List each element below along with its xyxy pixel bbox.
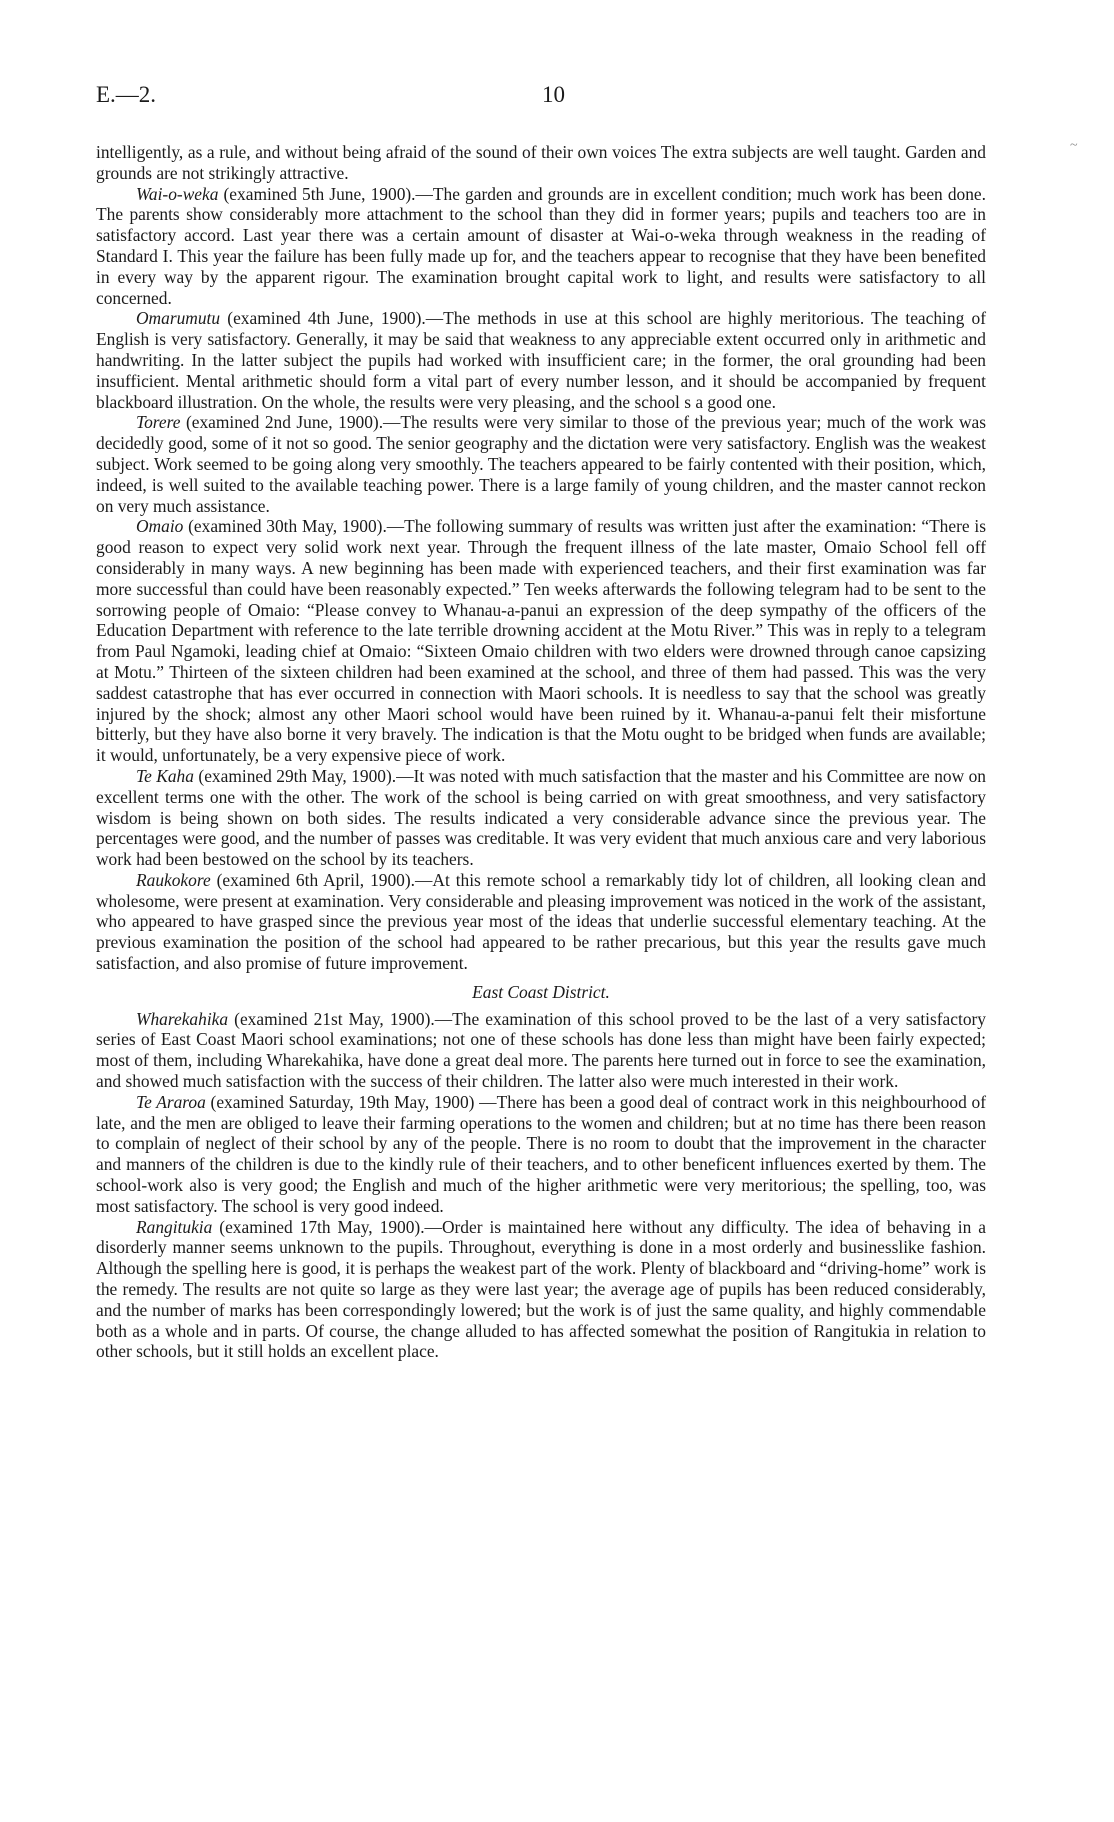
paragraph: intelligently, as a rule, and without being afraid of the sound of their own voices The extra subjects are well taught. Garden and grounds are not strikingly attractive. [96, 142, 986, 183]
page-header [96, 82, 1011, 112]
section-heading: East Coast District. [472, 981, 610, 1002]
school-name: Wai-o-weka [136, 183, 219, 204]
page-number: 10 [542, 82, 565, 107]
paragraph: Wharekahika (examined 21st May, 1900).—The examination of this school proved to be the last of a very satisfactory series of East Coast Maori school examinations; not one of these schools has done less than might have been fairly expected; most of them, including Wharekahika, have done a great deal more. The parents here turned out in force to see the examination, and showed much satisfaction with the success of their children. The latter also were much interested in their work. [96, 1008, 986, 1092]
paragraph: Omaio (examined 30th May, 1900).—The following summary of results was written just after the examination: “There is good reason to expect very solid work next year. Through the frequent illness of the late master, Omaio School fell off considerably in many ways. A new beginning has been made with experienced teachers, and their first examination was far more successful than could have been reasonably expected.” Ten weeks afterwards the following telegram had to be sent to the sorrowing people of Omaio: “Please convey to Whanau-a-panui an expression of the deep sympathy of the officers of the Education Department with reference to the late terrible drowning accident at the Motu River.” This was in reply to a telegram from Paul Ngamoki, leading chief at Omaio: “Sixteen Omaio children with two elders were drowned through canoe capsizing at Motu.” Thirteen of the sixteen children had been examined at the school, and three of them had passed. This was the very saddest catastrophe that has ever occurred in connection with Maori schools. It is needless to say that the school was greatly injured by the shock; almost any other Maori school would have been ruined by it. Whanau-a-panui felt their misfortune bitterly, but they have also borne it very bravely. The indication is that the Motu ought to be bridged when funds are available; it would, unfortunately, be a very expensive piece of work. [96, 516, 986, 766]
school-name: Te Kaha [136, 765, 194, 786]
paragraph: Te Kaha (examined 29th May, 1900).—It was noted with much satisfaction that the master and his Committee are now on excellent terms one with the other. The work of the school is being carried on with great smoothness, and very satisfactory wisdom is being shown on both sides. The results indicated a very considerable advance since the previous year. The percentages were good, and the number of passes was creditable. It was very evident that much anxious care and very laborious work had been bestowed on the school by its teachers. [96, 765, 987, 870]
paragraph: Te Araroa (examined Saturday, 19th May, 1900) —There has been a good deal of contract work in this neighbourhood of late, and the men are obliged to leave their farming operations to the women and children; but at no time has there been reason to complain of neglect of their school by any of the people. There is no room to doubt that the improvement in the character and manners of the children is due to the kindly rule of their teachers, and to other beneficent influences exerted by them. The school-work also is very good; the English and much of the higher arithmetic were very meritorious; the spelling, too, was most satisfactory. The school is very good indeed. [96, 1091, 986, 1216]
school-name: Wharekahika [136, 1008, 229, 1029]
paragraph: Rangitukia (examined 17th May, 1900).—Order is maintained here without any difficulty. The idea of behaving in a disorderly manner seems unknown to the pupils. Throughout, everything is done in a most orderly and businesslike fashion. Although the spelling here is good, it is perhaps the weakest part of the work. Plenty of blackboard and “driving-home” work is the remedy. The results are not quite so large as they were last year; the average age of pupils has been reduced considerably, and the number of marks has been correspondingly lowered; but the work is of just the same quality, and highly commendable both as a whole and in parts. Of course, the change alluded to has affected somewhat the position of Rangitukia in relation to other schools, but it still holds an excellent place. [96, 1216, 986, 1362]
paragraph: Omarumutu (examined 4th June, 1900).—The methods in use at this school are highly meritorious. The teaching of English is very satisfactory. Generally, it may be said that weakness to any appreciable extent occurred only in arithmetic and handwriting. In the latter subject the pupils had worked with insufficient care; in the former, the oral grounding had been insufficient. Mental arithmetic should form a vital part of every number lesson, and it should be accompanied by frequent blackboard illustration. On the whole, the results were very pleasing, and the school s a good one. [96, 308, 986, 412]
page-body [96, 142, 986, 1362]
school-name: Raukokore [136, 869, 211, 890]
school-name: Te Araroa [136, 1091, 206, 1112]
school-name: Omaio [136, 516, 184, 537]
paragraph: Wai-o-weka (examined 5th June, 1900).—The garden and grounds are in excellent condition; much work has been done. The parents show considerably more attachment to the school than they did in former years; pupils and teachers too are in satisfactory accord. Last year there was a certain amount of disaster at Wai-o-weka through weakness in the reading of Standard I. This year the failure has been fully made up for, and the teachers appear to recognise that they have been benefited in every way by the apparent rigour. The examination brought capital work to light, and results were satisfactory to all concerned. [96, 183, 986, 308]
document-code: E.—2. [96, 82, 157, 107]
school-name: Torere [136, 412, 181, 433]
paragraph: Raukokore (examined 6th April, 1900).—At this remote school a remarkably tidy lot of children, all looking clean and wholesome, were present at examination. Very considerable and pleasing improvement was noticed in the work of the assistant, who appeared to have grasped since the previous year most of the ideas that underlie successful elementary teaching. At the previous examination the position of the school had appeared to be rather precarious, but this year the results gave much satisfaction, and also promise of future improvement. [96, 869, 986, 974]
paragraph: Torere (examined 2nd June, 1900).—The results were very similar to those of the previous year; much of the work was decidedly good, some of it not so good. The senior geography and the dictation were very satisfactory. English was the weakest subject. Work seemed to be going along very smoothly. The teachers appeared to be fairly contented with their position, which, indeed, is well suited to the available teaching power. There is a large family of young children, and the master cannot reckon on very much assistance. [96, 412, 986, 516]
school-name: Rangitukia [136, 1216, 213, 1237]
margin-mark: ~ [1070, 138, 1078, 153]
school-name: Omarumutu [136, 308, 221, 329]
